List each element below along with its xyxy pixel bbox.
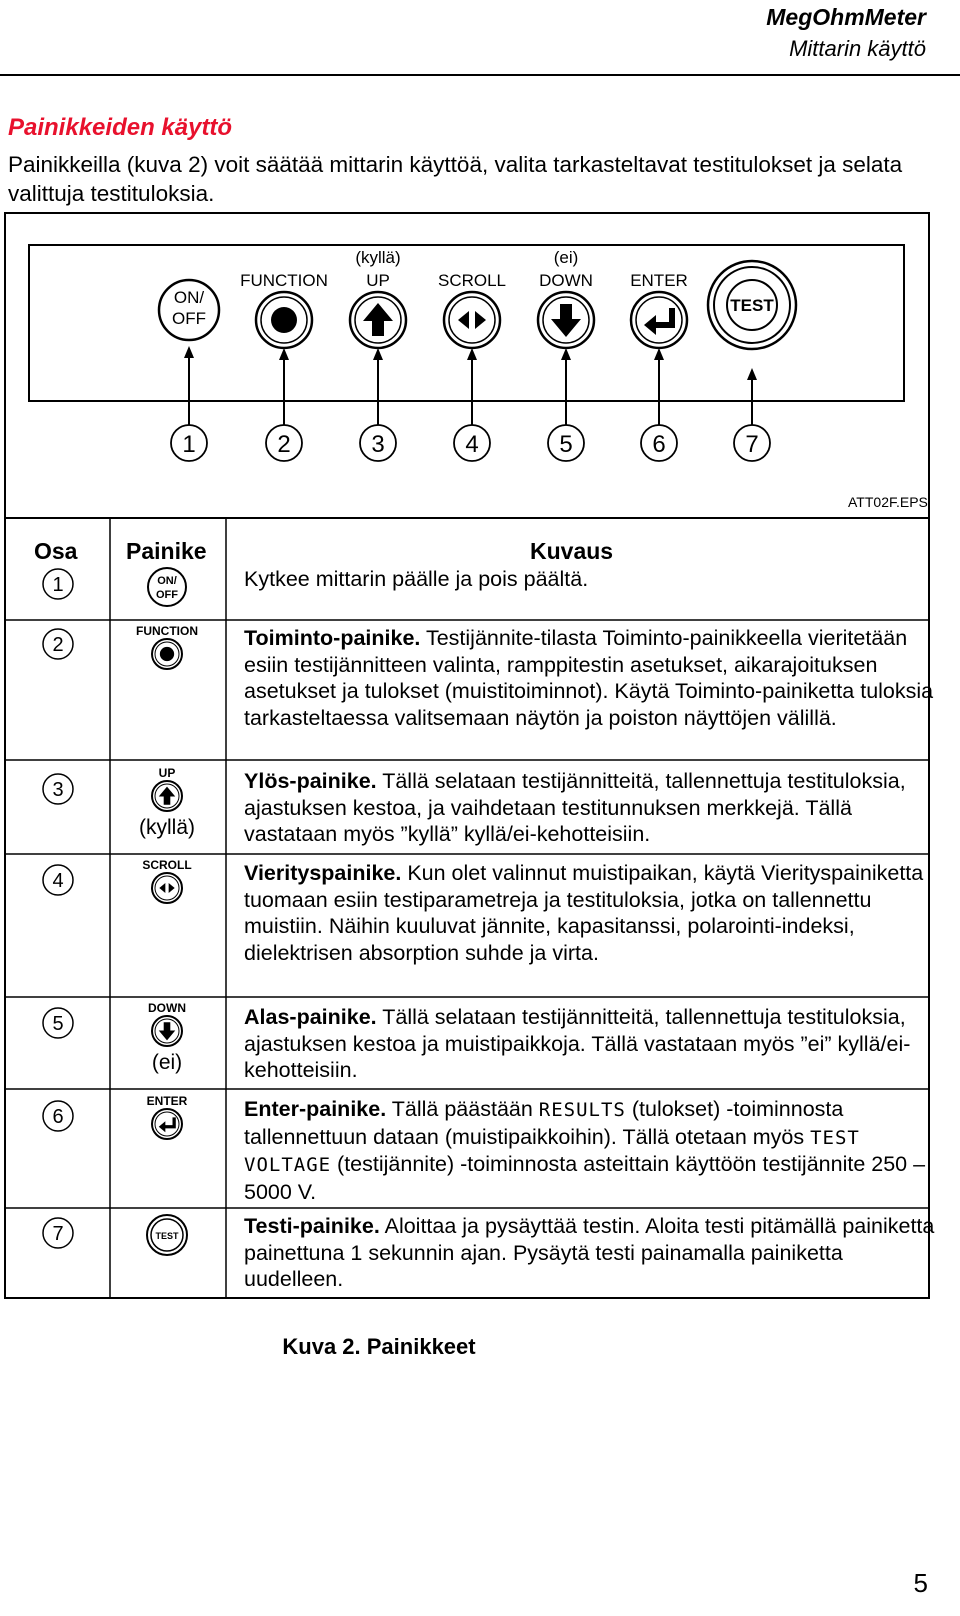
figure-caption: Kuva 2. Painikkeet (282, 1334, 476, 1359)
svg-text:4: 4 (465, 431, 479, 458)
svg-text:6: 6 (52, 1106, 64, 1128)
svg-text:2: 2 (52, 634, 64, 656)
row-1-onoff-icon (148, 568, 186, 606)
panel-button-enter (630, 271, 688, 348)
panel-button-label: SCROLL (437, 271, 507, 290)
row-3-description: Ylös-painike. Tällä selataan testijännitteitä, tallennettuja testituloksia, ajastuksen kestoa, ja vaihdetaan testitunnuksen merkkejä. Tällä vastataan myös ”kyllä” kyllä/ei-kehotteisiin. (244, 769, 906, 846)
panel-button-up (350, 248, 406, 348)
row-2-description: Toiminto-painike. Testijännite-tilasta Toiminto-painikkeella vieritetään esiin testijännitteen valinta, ramppitestin asetukset, aikarajoituksen asetukset ja tulokset (muistitoiminnot). Käytä Toiminto-painiketta tuloksia tarkasteltaessa valitsemaan näytön ja poiston näyttöjen välillä. (244, 626, 934, 730)
lcd-results: RESULTS (538, 1099, 626, 1121)
row-1-description: Kytkee mittarin päälle ja pois päältä. (244, 567, 589, 591)
panel-button-function (240, 271, 328, 348)
col-header-description: Kuvaus (530, 538, 614, 564)
callout-2 (266, 348, 302, 461)
row-2-number (43, 629, 73, 659)
svg-text:5: 5 (52, 1013, 64, 1035)
page-number: 5 (913, 1568, 928, 1598)
row-6-enter-arrow-icon (147, 1094, 188, 1139)
row-5-description: Alas-painike. Tällä selataan testijännitteitä, tallennettuja testituloksia, ajastuksen kestoa ja muistipaikkoja. Tällä vastataan myös ”ei” kyllä/ei-kehotteisiin. (244, 1005, 911, 1082)
svg-text:1: 1 (52, 574, 64, 596)
row-6-description: Enter-painike. Tällä päästään RESULTS (tulokset) -toiminnosta tallennettuun dataan (muistipaikkoihin). Tällä otetaan myös TEST VOLTAGE (testijännite) -toiminnosta asteittain käyttöön testijännite 250 – 5000 V. (244, 1097, 926, 1204)
callout-1 (171, 346, 207, 461)
panel-button-down (538, 248, 594, 348)
panel-button-top-label: (kyllä) (355, 248, 401, 267)
row-3-up-arrow-icon (139, 766, 195, 839)
callout-5 (548, 348, 584, 461)
callout-6 (641, 348, 677, 461)
row-6-number (43, 1101, 73, 1131)
row-4-description: Vierityspainike. Kun olet valinnut muistipaikan, käytä Vierityspainiketta tuomaan esiin testiparametreja ja testituloksia, jotka on tallennettu muistiin. Näihin kuuluvat jännite, kapasitanssi, polarointi-indeksi, dielektrisen absorption suhde ja virta. (244, 861, 924, 965)
svg-text:7: 7 (52, 1223, 64, 1245)
svg-text:(ei): (ei) (151, 1051, 183, 1074)
row-3-number (43, 774, 73, 804)
svg-text:OFF: OFF (156, 589, 178, 601)
lcd-test-voltage: TEST VOLTAGE (244, 1126, 860, 1176)
svg-text:5: 5 (559, 431, 573, 458)
row-7-number (43, 1218, 73, 1248)
panel-button-scroll (438, 271, 506, 348)
svg-text:(kyllä): (kyllä) (139, 816, 195, 839)
svg-text:SCROLL: SCROLL (142, 858, 192, 872)
col-header-button: Painike (126, 538, 207, 564)
svg-text:1: 1 (182, 431, 196, 458)
row-5-number (43, 1008, 73, 1038)
panel-button-test (708, 261, 796, 349)
section-title: Painikkeiden käyttö (8, 114, 233, 141)
file-label: ATT02F.EPS (848, 494, 928, 510)
header-title: MegOhmMeter (766, 4, 926, 30)
svg-text:3: 3 (52, 779, 64, 801)
row-7-description: Testi-painike. Aloittaa ja pysäyttää testin. Aloita testi pitämällä painiketta painettuna 1 sekunnin ajan. Pysäytä testi painamalla painiketta uudelleen. (244, 1214, 935, 1291)
svg-text:DOWN: DOWN (148, 1001, 186, 1015)
svg-text:TEST: TEST (730, 296, 774, 315)
header-subtitle: Mittarin käyttö (789, 36, 926, 61)
svg-text:FUNCTION: FUNCTION (136, 624, 198, 638)
callout-7 (734, 368, 770, 461)
col-header-part: Osa (34, 538, 78, 564)
svg-text:OFF: OFF (172, 309, 206, 328)
panel-button-label: FUNCTION (240, 271, 328, 290)
panel-button-onoff (159, 280, 219, 340)
section-intro: Painikkeilla (kuva 2) voit säätää mittarin käyttöä, valita tarkasteltavat testitulokset ja selata valittuja testituloksia. (8, 152, 903, 206)
svg-text:7: 7 (745, 431, 759, 458)
svg-text:ON/: ON/ (173, 288, 205, 307)
row-1-number (43, 569, 73, 599)
scroll-arrows-icon (444, 292, 500, 348)
row-7-test-icon (147, 1215, 187, 1255)
enter-arrow-icon (631, 292, 687, 348)
svg-text:6: 6 (652, 431, 666, 458)
svg-text:3: 3 (371, 431, 385, 458)
svg-text:TEST: TEST (155, 1231, 179, 1241)
row-4-number (43, 865, 73, 895)
svg-text:UP: UP (158, 766, 176, 780)
svg-text:4: 4 (52, 870, 64, 892)
svg-text:2: 2 (277, 431, 291, 458)
panel-button-top-label: (ei) (553, 248, 579, 267)
callout-4 (454, 348, 490, 461)
header-rule (0, 74, 960, 76)
row-4-scroll-arrows-icon (142, 858, 191, 903)
callout-3 (360, 348, 396, 461)
svg-text:ENTER: ENTER (146, 1094, 188, 1108)
panel-button-label: ENTER (630, 271, 688, 290)
svg-text:ON/: ON/ (157, 575, 177, 587)
row-5-down-arrow-icon (148, 1001, 186, 1074)
panel-button-label: UP (366, 271, 390, 290)
row-2-function-dot-icon (136, 624, 198, 669)
panel-button-label: DOWN (539, 271, 593, 290)
